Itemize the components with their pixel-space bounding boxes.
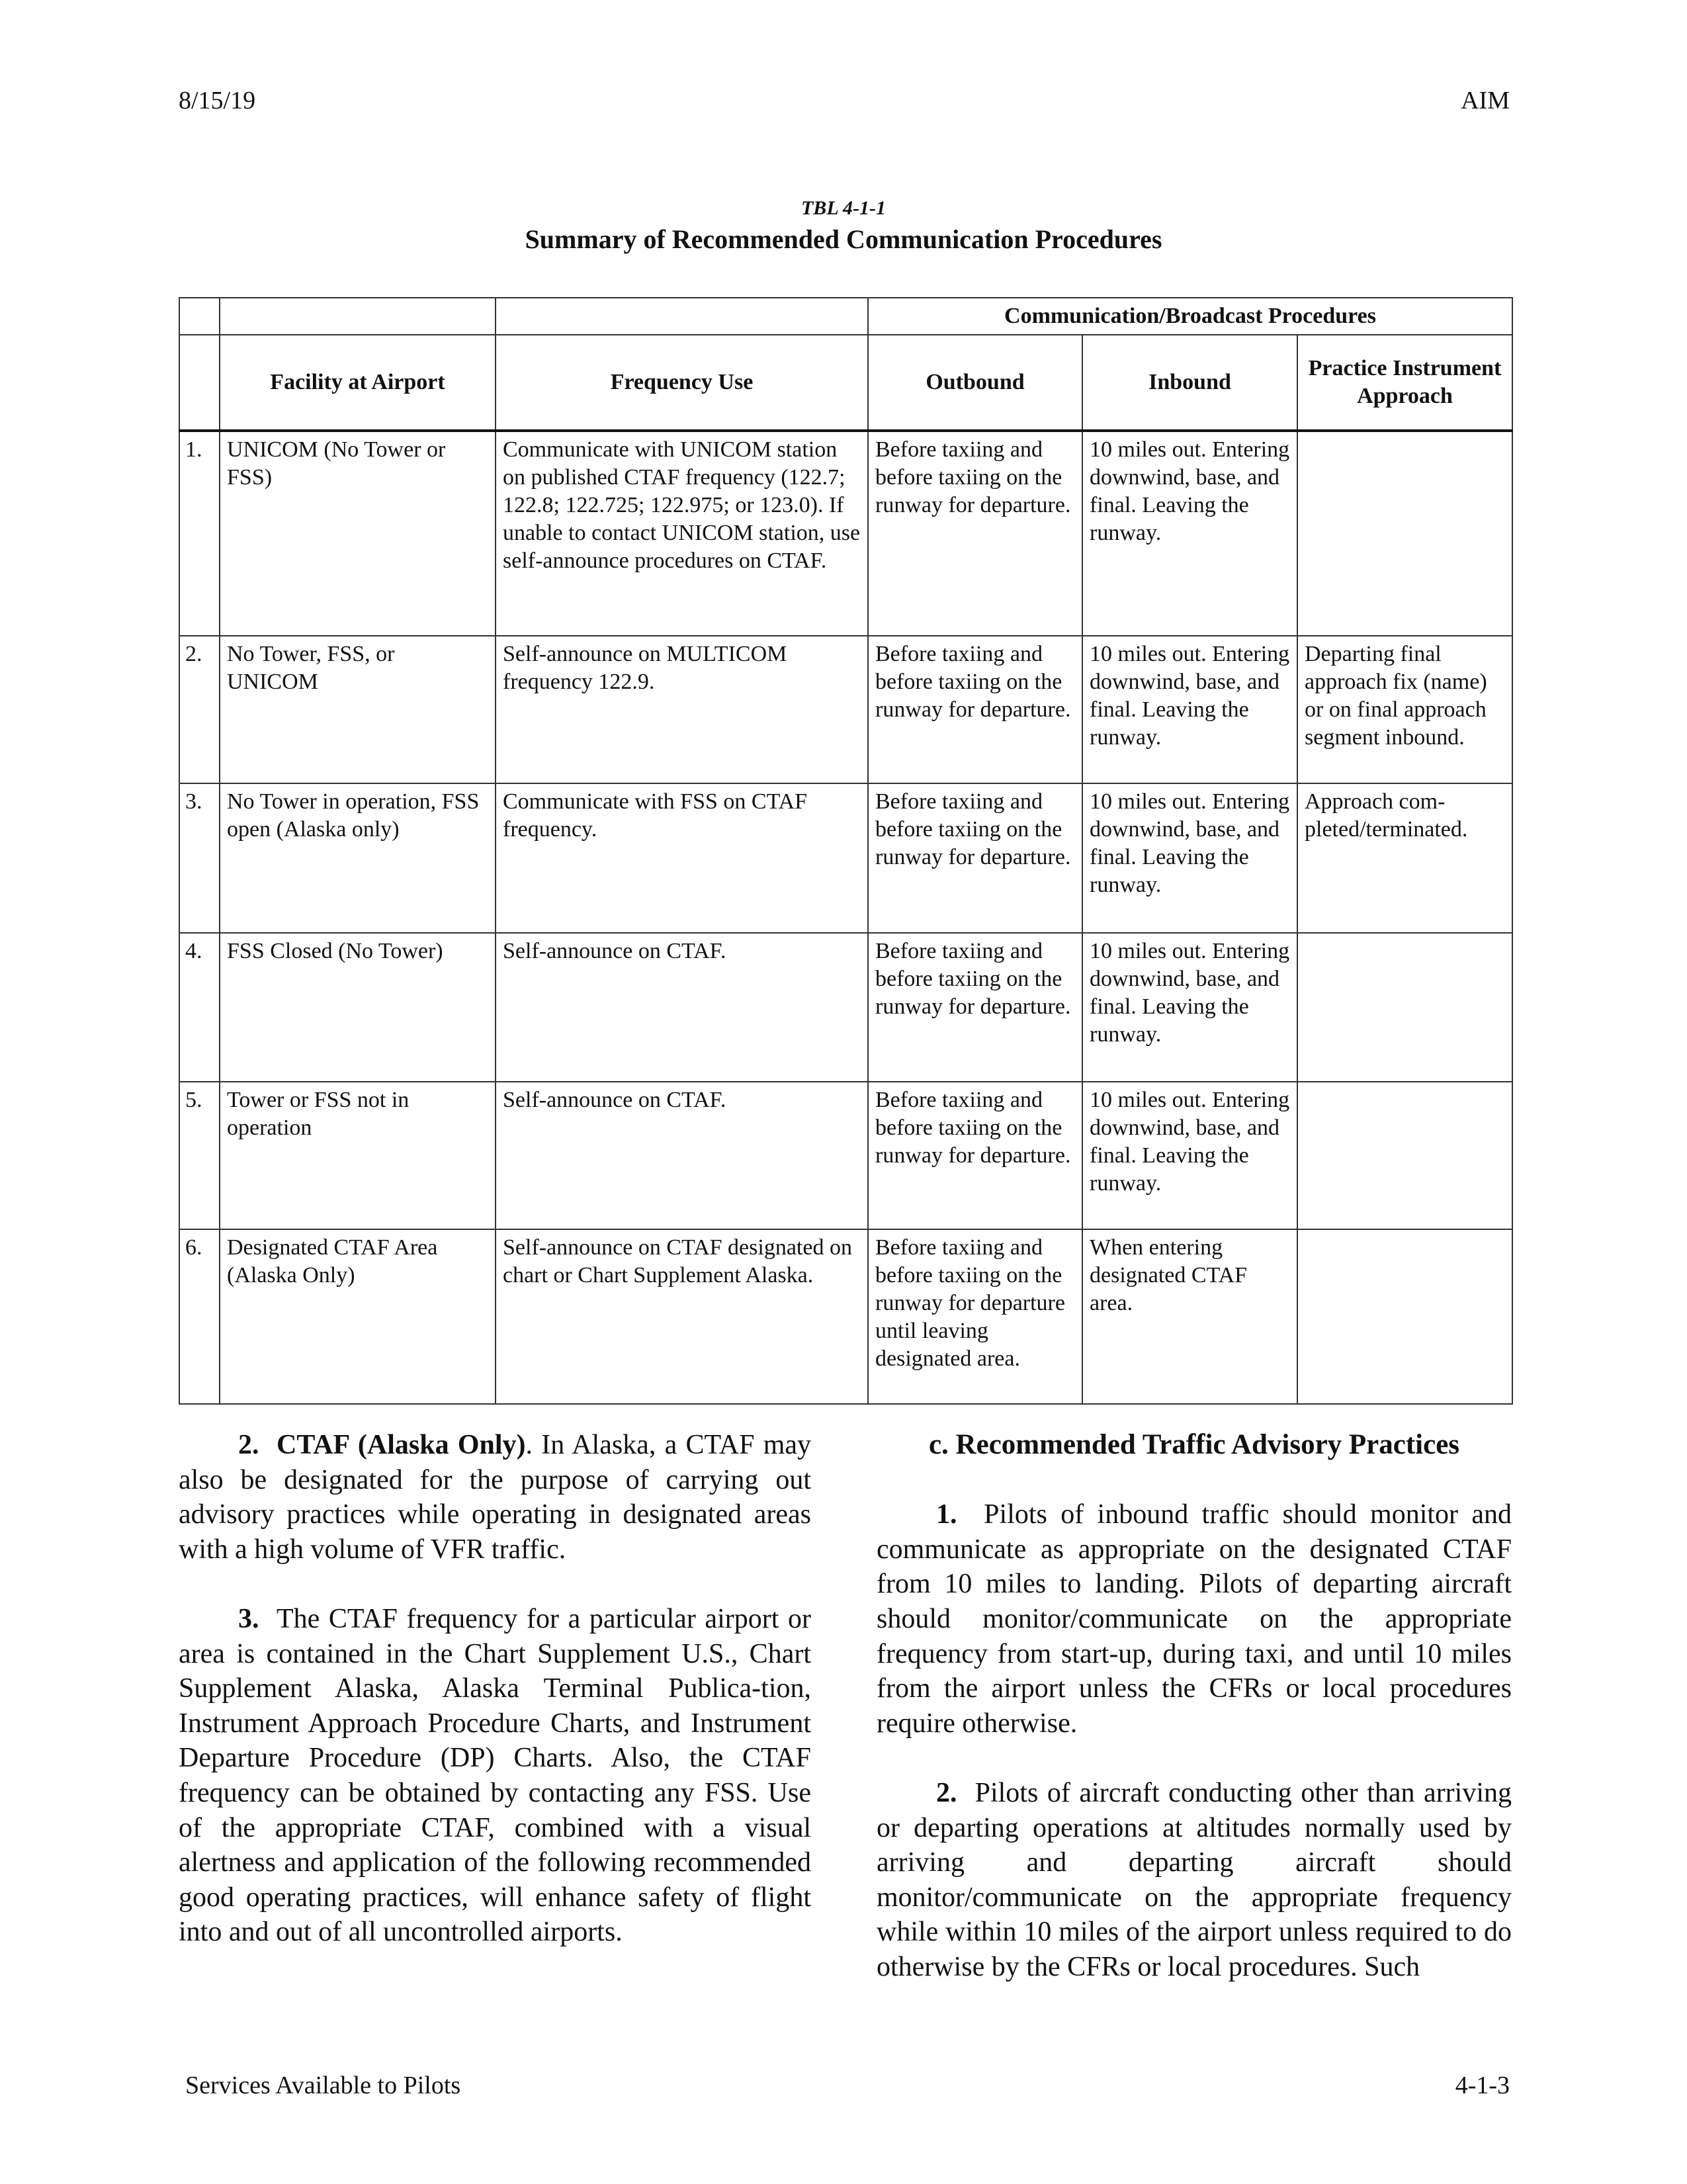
footer-chapter: Services Available to Pilots	[185, 2072, 461, 2099]
paragraph-number: 1.	[936, 1499, 957, 1530]
left-column	[179, 1428, 811, 1985]
outbound-cell: Before taxiing and before taxiing on the runway for departure.	[868, 636, 1082, 783]
outbound-cell: Before taxiing and before taxiing on the runway for departure.	[868, 933, 1082, 1082]
table-title: Summary of Recommended Communication Procedures	[525, 224, 1162, 254]
row-number: 6.	[179, 1229, 220, 1404]
table-row	[179, 1229, 1512, 1404]
practice-cell	[1297, 1082, 1512, 1229]
right-column	[877, 1428, 1512, 2019]
outbound-cell: Before taxiing and before taxiing on the runway for departure.	[868, 1082, 1082, 1229]
column-header-inbound: Inbound	[1082, 335, 1297, 431]
row-number: 3.	[179, 783, 220, 933]
communication-procedures-table	[179, 297, 1513, 1405]
practice-cell	[1297, 933, 1512, 1082]
row-number: 2.	[179, 636, 220, 783]
paragraph-ctaf-frequency	[179, 1602, 811, 1950]
inbound-cell: When entering designated CTAF area.	[1082, 1229, 1297, 1404]
header-date: 8/15/19	[179, 87, 256, 114]
inbound-cell: 10 miles out. Entering downwind, base, and final. Leaving the runway.	[1082, 933, 1297, 1082]
table-row	[179, 783, 1512, 933]
paragraph-text: The CTAF frequency for a particular airport or area is contained in the Chart Supplement U.S., Chart Supplement Alaska, Alaska Terminal Publica-tion, Instrument Approach Procedure Charts, and Instrument Departure Procedure (DP) Charts. Also, the CTAF frequency can be obtained by contacting any FSS. Use of the appropriate CTAF, combined with a visual alertness and application of the following recommended good operating practices, will enhance safety of flight into and out of all uncontrolled airports.	[179, 1603, 811, 1948]
facility-cell: No Tower, FSS, or UNICOM	[220, 636, 496, 783]
frequency-cell: Self-announce on MULTICOM frequency 122.9.	[496, 636, 868, 783]
footer-page-number: 4-1-3	[1455, 2072, 1510, 2099]
group-header: Communication/Broadcast Procedures	[868, 298, 1512, 335]
header-publication: AIM	[1461, 87, 1510, 114]
row-number: 5.	[179, 1082, 220, 1229]
facility-cell: Designated CTAF Area (Alaska Only)	[220, 1229, 496, 1404]
table-row	[179, 933, 1512, 1082]
column-header-outbound: Outbound	[868, 335, 1082, 431]
frequency-cell: Communicate with FSS on CTAF frequency.	[496, 783, 868, 933]
header-blank	[179, 298, 220, 335]
practice-cell: Approach com-pleted/terminated.	[1297, 783, 1512, 933]
facility-cell: FSS Closed (No Tower)	[220, 933, 496, 1082]
inbound-cell: 10 miles out. Entering downwind, base, and final. Leaving the runway.	[1082, 431, 1297, 636]
paragraph-other-operations	[877, 1776, 1512, 1985]
facility-cell: UNICOM (No Tower or FSS)	[220, 431, 496, 636]
table-row	[179, 1082, 1512, 1229]
paragraph-number: 2.	[936, 1777, 957, 1808]
outbound-cell: Before taxiing and before taxiing on the runway for departure until leaving designated area.	[868, 1229, 1082, 1404]
practice-cell: Departing final approach fix (name) or on final approach segment inbound.	[1297, 636, 1512, 783]
frequency-cell: Self-announce on CTAF.	[496, 933, 868, 1082]
frequency-cell: Self-announce on CTAF.	[496, 1082, 868, 1229]
header-blank	[220, 298, 496, 335]
inbound-cell: 10 miles out. Entering downwind, base, and final. Leaving the runway.	[1082, 636, 1297, 783]
section-heading: c. Recommended Traffic Advisory Practices	[928, 1429, 1460, 1460]
inbound-cell: 10 miles out. Entering downwind, base, and final. Leaving the runway.	[1082, 1082, 1297, 1229]
table-row	[179, 636, 1512, 783]
facility-cell: Tower or FSS not in operation	[220, 1082, 496, 1229]
facility-cell: No Tower in operation, FSS open (Alaska only)	[220, 783, 496, 933]
paragraph-inbound-traffic	[877, 1497, 1512, 1741]
inbound-cell: 10 miles out. Entering downwind, base, and final. Leaving the runway.	[1082, 783, 1297, 933]
paragraph-ctaf-alaska	[179, 1428, 811, 1567]
paragraph-heading: CTAF (Alaska Only)	[277, 1430, 526, 1460]
outbound-cell: Before taxiing and before taxiing on the runway for departure.	[868, 431, 1082, 636]
column-header-practice: Practice Instrument Approach	[1297, 335, 1512, 431]
row-number: 4.	[179, 933, 220, 1082]
paragraph-text: Pilots of aircraft conducting other than arriving or departing operations at altitudes normally used by arriving and departing aircraft should monitor/communicate on the appropriate frequency while within 10 miles of the airport unless required to do otherwise by the CFRs or local procedures. Such	[877, 1777, 1512, 1982]
practice-cell	[1297, 1229, 1512, 1404]
practice-cell	[1297, 431, 1512, 636]
frequency-cell: Self-announce on CTAF designated on chart or Chart Supplement Alaska.	[496, 1229, 868, 1404]
table-row	[179, 431, 1512, 636]
column-header-num	[179, 335, 220, 431]
table-number: TBL 4-1-1	[800, 197, 887, 219]
column-header-frequency: Frequency Use	[496, 335, 868, 431]
paragraph-text: Pilots of inbound traffic should monitor and communicate as appropriate on the designated CTAF from 10 miles to landing. Pilots of departing aircraft should monitor/communicate on the appropriate frequency from start-up, during taxi, and until 10 miles from the airport unless the CFRs or local procedures require otherwise.	[877, 1499, 1512, 1739]
row-number: 1.	[179, 431, 220, 636]
paragraph-number: 3.	[238, 1603, 259, 1634]
paragraph-number: 2.	[238, 1430, 259, 1460]
paragraph-text: . In Alaska, a CTAF may also be designated for the purpose of carrying out advisory practices while operating in designated areas with a high volume of VFR traffic.	[179, 1430, 812, 1565]
column-header-facility: Facility at Airport	[220, 335, 496, 431]
header-blank	[496, 298, 868, 335]
outbound-cell: Before taxiing and before taxiing on the runway for departure.	[868, 783, 1082, 933]
frequency-cell: Communicate with UNICOM station on published CTAF frequency (122.7; 122.8; 122.725; 122.975; or 123.0). If unable to contact UNICOM station, use self-announce procedures on CTAF.	[496, 431, 868, 636]
